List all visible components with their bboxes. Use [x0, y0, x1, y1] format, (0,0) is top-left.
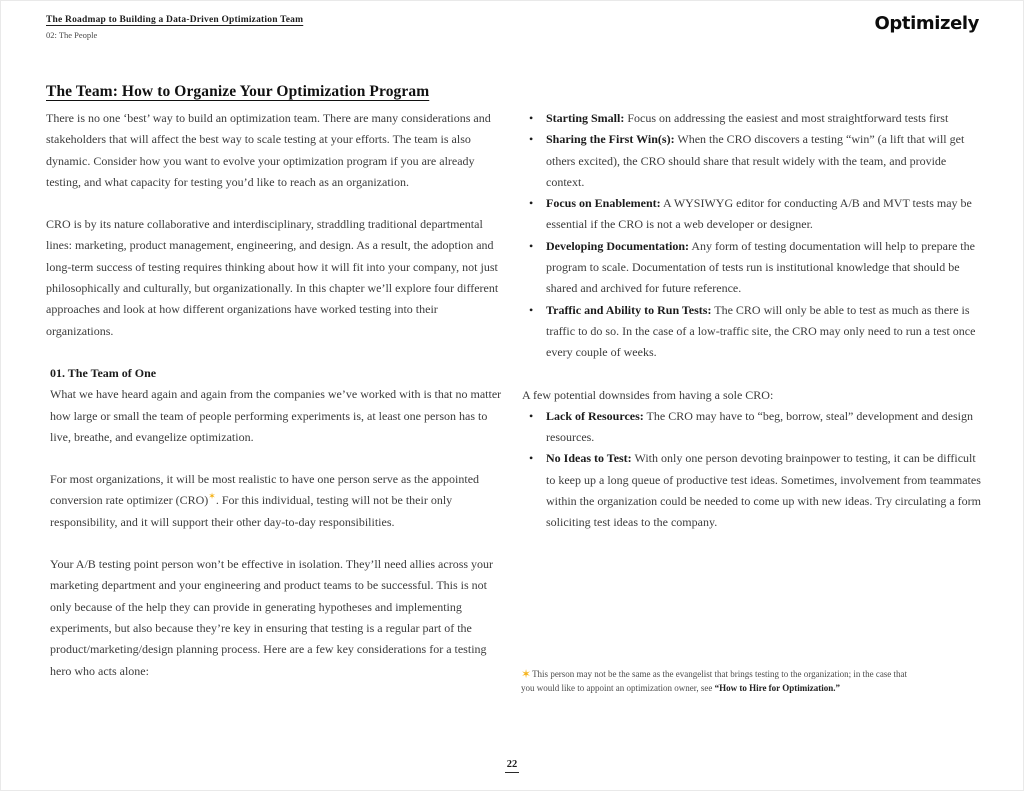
bullet-icon	[522, 406, 546, 449]
paragraph-with-footnote-ref	[50, 469, 506, 533]
paragraph: Your A/B testing point person won’t be effective in isolation. They’ll need allies across your marketing department and your engineering and product teams to be successful. This is not only because of the help they can provide in generating hypotheses and implementing experiments, but also because they’re key in ensuring that testing is a regular part of the product/marketing/design planning process. Here are a few key considerations for a testing hero who acts alone:	[50, 557, 494, 678]
footnote-star-icon: ✶	[521, 667, 532, 681]
bullet-label: No Ideas to Test:	[546, 451, 632, 466]
list-item	[522, 108, 986, 129]
downsides-intro: A few potential downsides from having a sole CRO:	[522, 387, 774, 402]
body-columns	[46, 108, 986, 682]
bullet-icon	[522, 236, 546, 300]
bullet-label: Focus on Enablement:	[546, 196, 661, 211]
footnote-text: This person may not be the same as the evangelist that brings testing to the organization; in the case that you would like to appoint an optimization owner, see	[521, 669, 908, 693]
bullet-body-text: Focus on addressing the easiest and most straightforward tests first	[624, 111, 949, 125]
left-column	[46, 108, 506, 682]
bullet-body-text: With only one person devoting brainpower to testing, it can be difficult to keep up a long queue of productive test ideas. Sometimes, involvement from teammates within the organization could be needed to come up with new ideas. Try circulating a form soliciting test ideas to the company.	[546, 451, 982, 530]
bullet-label: Traffic and Ability to Run Tests:	[546, 302, 712, 317]
bullet-label: Sharing the First Win(s):	[546, 132, 675, 147]
list-item	[522, 406, 986, 449]
optimizely-logo	[875, 13, 979, 34]
footnote	[521, 668, 913, 695]
paragraph-text: For most organizations, it will be most realistic to have one person serve as the appointed conversion rate optimizer (CRO)	[50, 472, 480, 508]
section-heading: 01. The Team of One	[50, 365, 157, 380]
bullet-body-text: Any form of testing documentation will help to prepare the program to scale. Documentation of tests run is institutional knowledge that should be shared and archived for future reference.	[546, 238, 975, 296]
bullet-body-text: When the CRO discovers a testing “win” (a lift that will get others excited), the CRO should share that result widely with the team, and provide context.	[546, 132, 965, 189]
bullet-label: Lack of Resources:	[546, 408, 644, 423]
paragraph-text: . For this individual, testing will not be their only responsibility, and it will support their other day-to-day responsibilities.	[50, 493, 453, 529]
list-item	[522, 300, 986, 364]
bullet-body-text: The CRO may have to “beg, borrow, steal” development and design resources.	[546, 408, 974, 445]
optimizely-logo-text: Optimizely	[874, 13, 979, 34]
bullet-text	[546, 406, 986, 449]
page-number: 22	[505, 759, 520, 773]
bullet-icon	[522, 193, 546, 236]
bullet-text	[546, 448, 986, 533]
bullet-text	[546, 108, 986, 129]
bullet-label: Starting Small:	[546, 111, 625, 125]
bullet-text	[546, 193, 986, 236]
paragraph: CRO is by its nature collaborative and interdisciplinary, straddling traditional departmental lines: marketing, product management, engineering, and design. As a result, the adoption and long-term success of testing requires thinking about how it will fit into your company, not just philosophically and culturally, but organizationally. In this chapter we’ll explore four different approaches and look at how different organizations have worked testing into their organizations.	[46, 217, 499, 338]
bullet-icon	[522, 108, 546, 129]
bullet-text	[546, 236, 986, 300]
document-header	[46, 15, 303, 40]
list-item	[522, 448, 986, 533]
bullet-icon	[522, 129, 546, 193]
list-item	[522, 129, 986, 193]
bullet-text	[546, 129, 986, 193]
right-column	[522, 108, 986, 682]
bullet-body-text: A WYSIWYG editor for conducting A/B and MVT tests may be essential if the CRO is not a web developer or designer.	[546, 196, 972, 232]
bullet-icon	[522, 448, 546, 533]
document-title: The Roadmap to Building a Data-Driven Optimization Team	[46, 15, 304, 25]
list-item	[522, 193, 986, 236]
bullet-body-text: The CRO will only be able to test as much as there is traffic to do so. In the case of a low-traffic site, the CRO may only need to run a test once every couple of weeks.	[546, 302, 976, 360]
page-title: The Team: How to Organize Your Optimization Program	[46, 83, 430, 100]
footnote-reference-link[interactable]: “How to Hire for Optimization.”	[714, 682, 841, 693]
bullet-text	[546, 300, 986, 364]
list-item	[522, 236, 986, 300]
chapter-label: 02: The People	[46, 30, 98, 40]
paragraph: There is no one ‘best’ way to build an optimization team. There are many considerations and stakeholders that will affect the best way to scale testing at your efforts. The team is also dynamic. Consider how you want to evolve your optimization program if you are already testing, and what capacity for testing you’d like to reach as an organization.	[46, 111, 491, 189]
page-footer	[1, 754, 1023, 773]
paragraph: What we have heard again and again from the companies we’ve worked with is that no matter how large or small the team of people performing experiments is, at least one person has to live, breathe, and evangelize optimization.	[50, 387, 502, 444]
bullet-icon	[522, 300, 546, 364]
footnote-star-icon: ✶	[208, 492, 216, 503]
section-team-of-one	[50, 363, 506, 682]
bullet-label: Developing Documentation:	[546, 238, 689, 253]
